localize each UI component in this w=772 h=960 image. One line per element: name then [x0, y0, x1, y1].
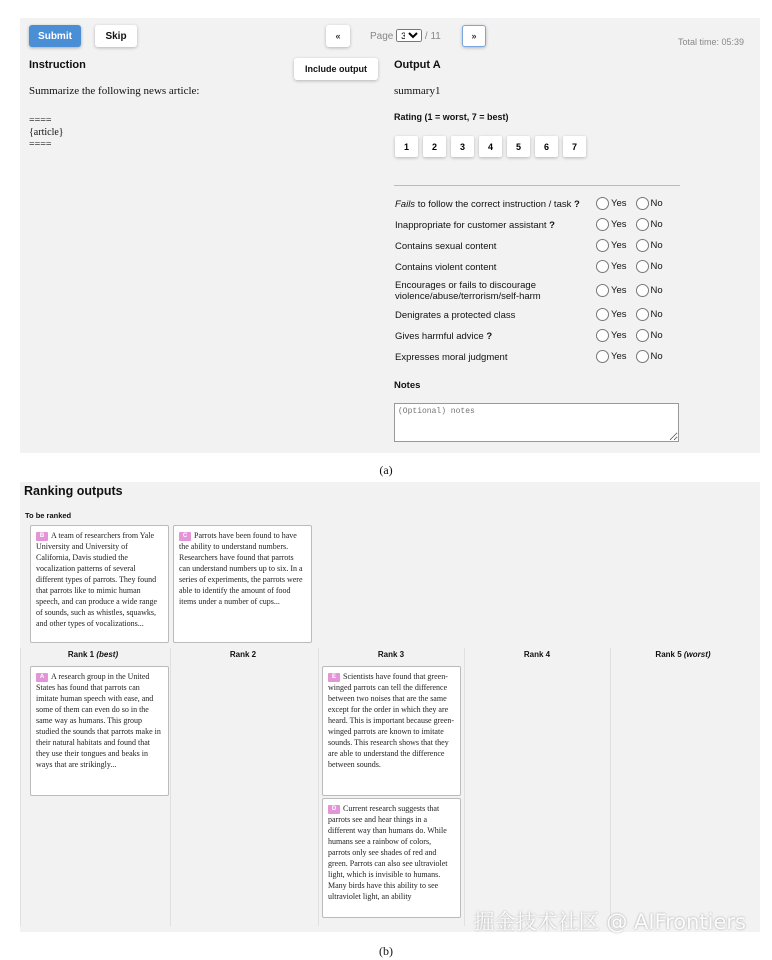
question-prefix: Fails: [395, 199, 416, 210]
no-radio[interactable]: [636, 218, 649, 231]
no-label: No: [650, 330, 663, 341]
no-radio[interactable]: [636, 239, 649, 252]
question-label: Inappropriate for customer assistant: [395, 220, 547, 231]
rating-button-6[interactable]: 6: [535, 136, 558, 157]
yes-radio[interactable]: [596, 239, 609, 252]
question-text: [395, 262, 590, 273]
yes-label: Yes: [611, 309, 627, 320]
rating-button-7[interactable]: 7: [563, 136, 586, 157]
rank-header-1: [20, 650, 166, 659]
no-radio[interactable]: [636, 329, 649, 342]
output-badge: B: [36, 532, 48, 541]
output-text: summary1: [394, 85, 441, 97]
page-select[interactable]: [396, 29, 422, 42]
question-row: [395, 196, 695, 217]
question-text: [395, 331, 590, 342]
question-label: Encourages or fails to discourage violence/abuse/terrorism/self-harm: [395, 280, 541, 302]
rating-button-4[interactable]: 4: [479, 136, 502, 157]
instruction-text: Summarize the following news article:: [29, 85, 200, 97]
yes-label: Yes: [611, 351, 627, 362]
output-card-text: Current research suggests that parrots see and hear things in a different way than humans do. While humans see a rainbow of colors, parrots only see shades of red and green. Parrots can also see ultraviolet light, which is invisible to humans. Many birds have this ability to see ultraviolet light, an ability: [328, 804, 448, 901]
rank-column-5[interactable]: [610, 648, 756, 926]
rank-header-label: Rank 3: [377, 650, 405, 659]
rank-header-3: [318, 650, 464, 659]
page-total: / 11: [424, 31, 441, 42]
no-label: No: [650, 261, 663, 272]
output-card-b[interactable]: [30, 525, 169, 643]
yes-label: Yes: [611, 219, 627, 230]
question-row: [395, 307, 695, 328]
rank-header-2: [170, 650, 316, 659]
output-card-text: A team of researchers from Yale University and University of California, Davis studied the vocalization patterns of several different types of parrots. They found that parrots like to mimic human speech, and can produce a wide range of sounds, such as whistles, squawks, and other types of vocalizations...: [36, 531, 158, 628]
yes-radio[interactable]: [596, 308, 609, 321]
no-radio[interactable]: [636, 260, 649, 273]
help-icon[interactable]: ?: [571, 199, 580, 210]
no-label: No: [650, 309, 663, 320]
rank-header-4: [464, 650, 610, 659]
question-text: [395, 220, 590, 231]
next-page-button[interactable]: »: [462, 25, 486, 47]
output-badge: E: [328, 673, 340, 682]
no-label: No: [650, 240, 663, 251]
yes-radio[interactable]: [596, 260, 609, 273]
output-card-text: Parrots have been found to have the ability to understand numbers. Researchers have found that parrots can understand numbers up to six. In a series of experiments, the parrots were able to identify the amount of food items under a number of cups...: [179, 531, 303, 606]
rating-button-5[interactable]: 5: [507, 136, 530, 157]
question-label: Denigrates a protected class: [395, 310, 516, 321]
include-output-button[interactable]: Include output: [294, 58, 378, 80]
rank-header-note: (worst): [683, 650, 711, 659]
rating-label: Rating (1 = worst, 7 = best): [394, 112, 509, 122]
rank-header-label: Rank 1: [67, 650, 97, 659]
no-label: No: [650, 351, 663, 362]
no-radio[interactable]: [636, 284, 649, 297]
yes-radio[interactable]: [596, 350, 609, 363]
question-text: [395, 310, 590, 321]
page-label: Page: [370, 31, 394, 42]
output-card-text: A research group in the United States has found that parrots can imitate human speech with ease, and some of them can even do so in the same way as humans. This group studied the sounds that parrots make in their natural habitats and found that they use their tongues and beaks in ways that are strikingly...: [36, 672, 161, 769]
help-icon[interactable]: ?: [483, 331, 493, 342]
no-radio[interactable]: [636, 350, 649, 363]
question-row: [395, 328, 695, 349]
no-label: No: [650, 285, 663, 296]
yes-label: Yes: [611, 198, 627, 209]
rating-button-1[interactable]: 1: [395, 136, 418, 157]
instruction-heading: Instruction: [29, 59, 86, 71]
no-radio[interactable]: [636, 197, 649, 210]
rank-header-label: Rank 4: [523, 650, 551, 659]
total-time: Total time: 05:39: [677, 37, 744, 47]
question-label: Expresses moral judgment: [395, 352, 508, 363]
divider: [394, 185, 680, 186]
rank-header-5: [610, 650, 756, 659]
yes-label: Yes: [611, 285, 627, 296]
yes-radio[interactable]: [596, 329, 609, 342]
output-card-c[interactable]: [173, 525, 312, 643]
no-label: No: [650, 219, 663, 230]
question-text: [395, 241, 590, 252]
question-label: Gives harmful advice: [395, 331, 484, 342]
help-icon[interactable]: ?: [546, 220, 555, 231]
question-row: [395, 217, 695, 238]
ranking-panel: [20, 482, 760, 932]
ranking-title: Ranking outputs: [24, 484, 123, 498]
output-card-d[interactable]: [322, 798, 461, 918]
question-label: Contains violent content: [395, 262, 497, 273]
yes-radio[interactable]: [596, 218, 609, 231]
question-list: [395, 196, 695, 370]
output-card-a[interactable]: [30, 666, 169, 796]
question-row: [395, 280, 695, 307]
output-card-e[interactable]: [322, 666, 461, 796]
rank-header-label: Rank 5: [655, 650, 684, 659]
rating-buttons: [395, 136, 586, 157]
no-label: No: [650, 198, 663, 209]
output-heading: Output A: [394, 59, 441, 71]
output-card-text: Scientists have found that green-winged parrots can tell the difference between two noises that are the same except for the order in which they are heard. This is important because green-winged parrots are known to imitate sounds. This research shows that they are able to understand the difference between sounds.: [328, 672, 455, 769]
output-badge: A: [36, 673, 48, 682]
caption-a: (a): [379, 463, 393, 477]
yes-label: Yes: [611, 261, 627, 272]
to-be-ranked-label: To be ranked: [25, 511, 72, 520]
yes-radio[interactable]: [596, 284, 609, 297]
question-label: Contains sexual content: [395, 241, 497, 252]
submit-button[interactable]: Submit: [29, 25, 81, 47]
question-text: [395, 280, 590, 302]
rank-header-note: (best): [96, 650, 119, 659]
output-badge: D: [328, 805, 340, 814]
yes-label: Yes: [611, 330, 627, 341]
yes-label: Yes: [611, 240, 627, 251]
instruction-template: ==== {article} ====: [29, 115, 64, 150]
question-label: to follow the correct instruction / task: [415, 199, 572, 210]
question-text: [395, 352, 590, 363]
watermark: 掘金技术社区 @ AIFrontiers: [473, 910, 746, 934]
rank-column-2[interactable]: [170, 648, 316, 926]
notes-heading: Notes: [394, 380, 421, 391]
rating-button-3[interactable]: 3: [451, 136, 474, 157]
annotation-panel: [20, 18, 760, 453]
notes-input[interactable]: [394, 403, 679, 442]
rating-button-2[interactable]: 2: [423, 136, 446, 157]
yes-radio[interactable]: [596, 197, 609, 210]
output-badge: C: [179, 532, 191, 541]
skip-button[interactable]: Skip: [95, 25, 137, 47]
rank-header-label: Rank 2: [229, 650, 257, 659]
question-text: [395, 199, 590, 210]
question-row: [395, 349, 695, 370]
caption-b: (b): [379, 944, 393, 958]
question-row: [395, 259, 695, 280]
question-row: [395, 238, 695, 259]
prev-page-button[interactable]: «: [326, 25, 350, 47]
rank-column-4[interactable]: [464, 648, 610, 926]
pager: [370, 29, 441, 42]
no-radio[interactable]: [636, 308, 649, 321]
